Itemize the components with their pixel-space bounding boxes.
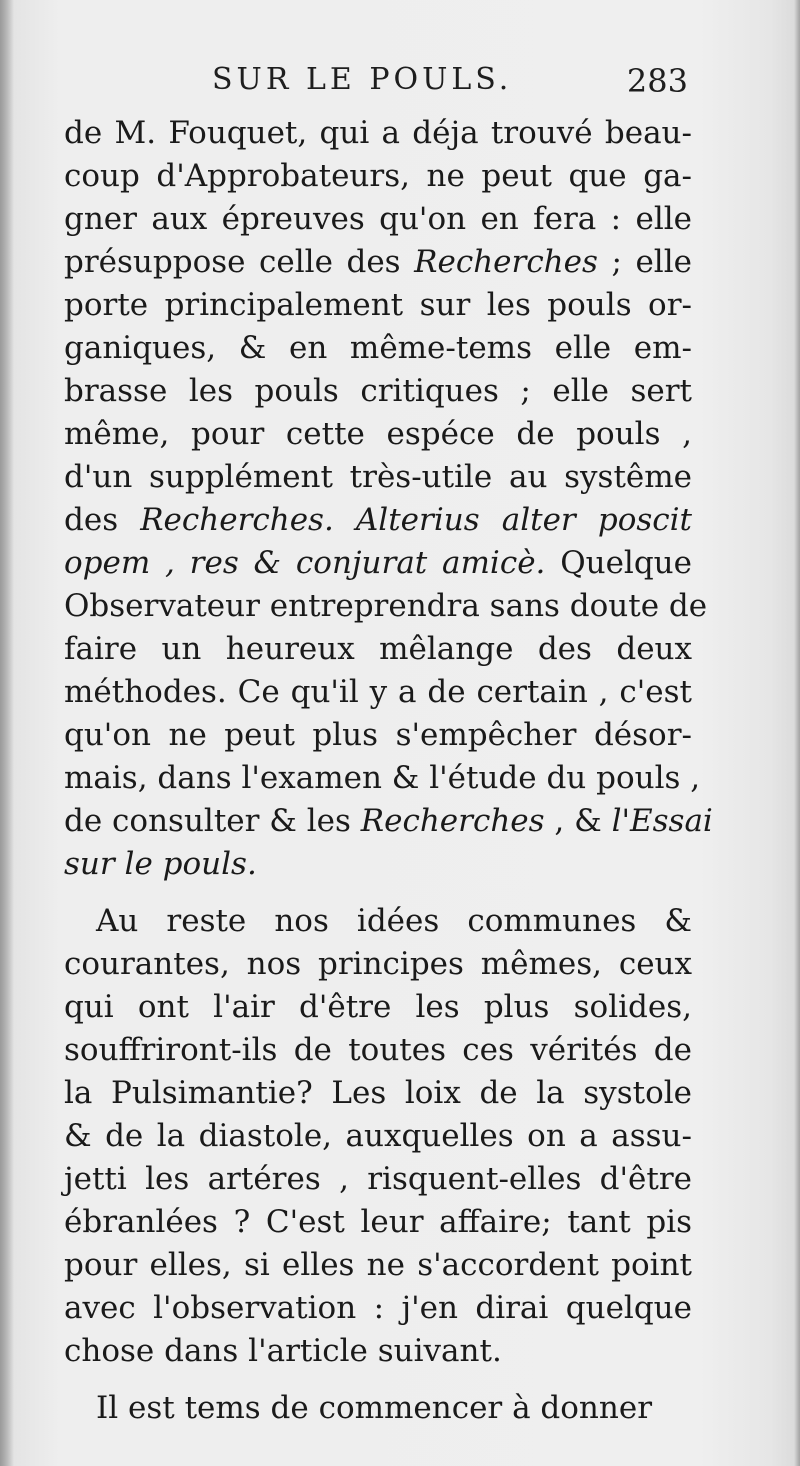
text-span: des (64, 502, 141, 538)
text-span: Il est tems de commencer à donner (96, 1390, 653, 1426)
text-span: Au reste nos idées communes & (96, 903, 692, 939)
text-line (64, 900, 692, 943)
text-line (64, 986, 692, 1029)
text-span: ; elle (597, 244, 692, 280)
text-span: d'un supplément très-utile au systême (64, 459, 692, 495)
italic-span: Recherches. Alterius alter poscit (140, 502, 692, 538)
page-edge (794, 0, 800, 1466)
text-line (64, 1330, 692, 1373)
text-line (64, 456, 692, 499)
running-head-title: SUR LE POULS. (212, 62, 513, 97)
text-span: Quelque (545, 545, 692, 581)
text-span: mais, dans l'examen & l'étude du pouls , (64, 760, 701, 796)
text-line (64, 1201, 692, 1244)
text-span: , & (544, 803, 612, 839)
text-span: jetti les artéres , risquent-elles d'être (64, 1161, 692, 1197)
text-line (64, 585, 708, 628)
paragraph (64, 112, 713, 886)
text-line (64, 1072, 692, 1115)
text-line (64, 413, 692, 456)
page-number: 283 (626, 62, 688, 100)
text-span: ébranlées ? C'est leur affaire; tant pis (64, 1204, 692, 1240)
italic-span: opem , res & conjurat amicè. (64, 545, 546, 581)
text-line (64, 499, 692, 542)
text-line (64, 155, 692, 198)
text-line (64, 370, 692, 413)
text-span: Observateur entreprendra sans doute de (64, 588, 708, 624)
italic-span: Recherches (414, 244, 598, 280)
text-line (64, 1244, 692, 1287)
text-line (64, 542, 692, 585)
italic-span: sur le pouls. (64, 846, 257, 882)
text-line (64, 198, 692, 241)
paragraph (64, 900, 692, 1373)
text-span: méthodes. Ce qu'il y a de certain , c'est (64, 674, 692, 710)
text-line (64, 1115, 692, 1158)
text-line (64, 714, 692, 757)
text-span: coup d'Approbateurs, ne peut que ga- (64, 158, 692, 194)
text-span: même, pour cette espéce de pouls , (64, 416, 692, 452)
running-head (64, 62, 696, 102)
text-span: courantes, nos principes mêmes, ceux (64, 946, 692, 982)
text-line (64, 1158, 692, 1201)
text-span: faire un heureux mêlange des deux (64, 631, 692, 667)
italic-span: Recherches (360, 803, 545, 839)
paragraph-gap (64, 1373, 692, 1387)
italic-span: l'Essai (611, 803, 713, 839)
paragraph-gap (64, 886, 692, 900)
text-span: qui ont l'air d'être les plus solides, (64, 989, 692, 1025)
text-line (64, 843, 692, 886)
paragraph (64, 1387, 692, 1430)
text-line (64, 241, 692, 284)
text-line (64, 800, 713, 843)
text-span: de consulter & les (64, 803, 361, 839)
text-span: la Pulsimantie? Les loix de la systole (64, 1075, 692, 1111)
text-line (64, 1387, 692, 1430)
text-span: souffriront-ils de toutes ces vérités de (64, 1032, 692, 1068)
text-span: avec l'observation : j'en dirai quelque (64, 1290, 692, 1326)
text-span: pour elles, si elles ne s'accordent point (64, 1247, 692, 1283)
text-line (64, 327, 692, 370)
text-span: & de la diastole, auxquelles on a assu- (64, 1118, 692, 1154)
text-span: ganiques, & en même-tems elle em- (64, 330, 692, 366)
text-span: chose dans l'article suivant. (64, 1333, 502, 1369)
text-span: porte principalement sur les pouls or- (64, 287, 692, 323)
text-line (64, 628, 692, 671)
text-span: brasse les pouls critiques ; elle sert (64, 373, 692, 409)
body-text (64, 112, 713, 1430)
text-span: qu'on ne peut plus s'empêcher désor- (64, 717, 692, 753)
text-line (64, 112, 692, 155)
text-span: présuppose celle des (64, 244, 415, 280)
text-line (64, 284, 692, 327)
text-line (64, 757, 701, 800)
text-line (64, 943, 692, 986)
text-line (64, 1029, 692, 1072)
text-span: de M. Fouquet, qui a déja trouvé beau- (64, 115, 692, 151)
spine-shadow (0, 0, 14, 1466)
text-line (64, 671, 692, 714)
text-line (64, 1287, 692, 1330)
text-span: gner aux épreuves qu'on en fera : elle (64, 201, 692, 237)
